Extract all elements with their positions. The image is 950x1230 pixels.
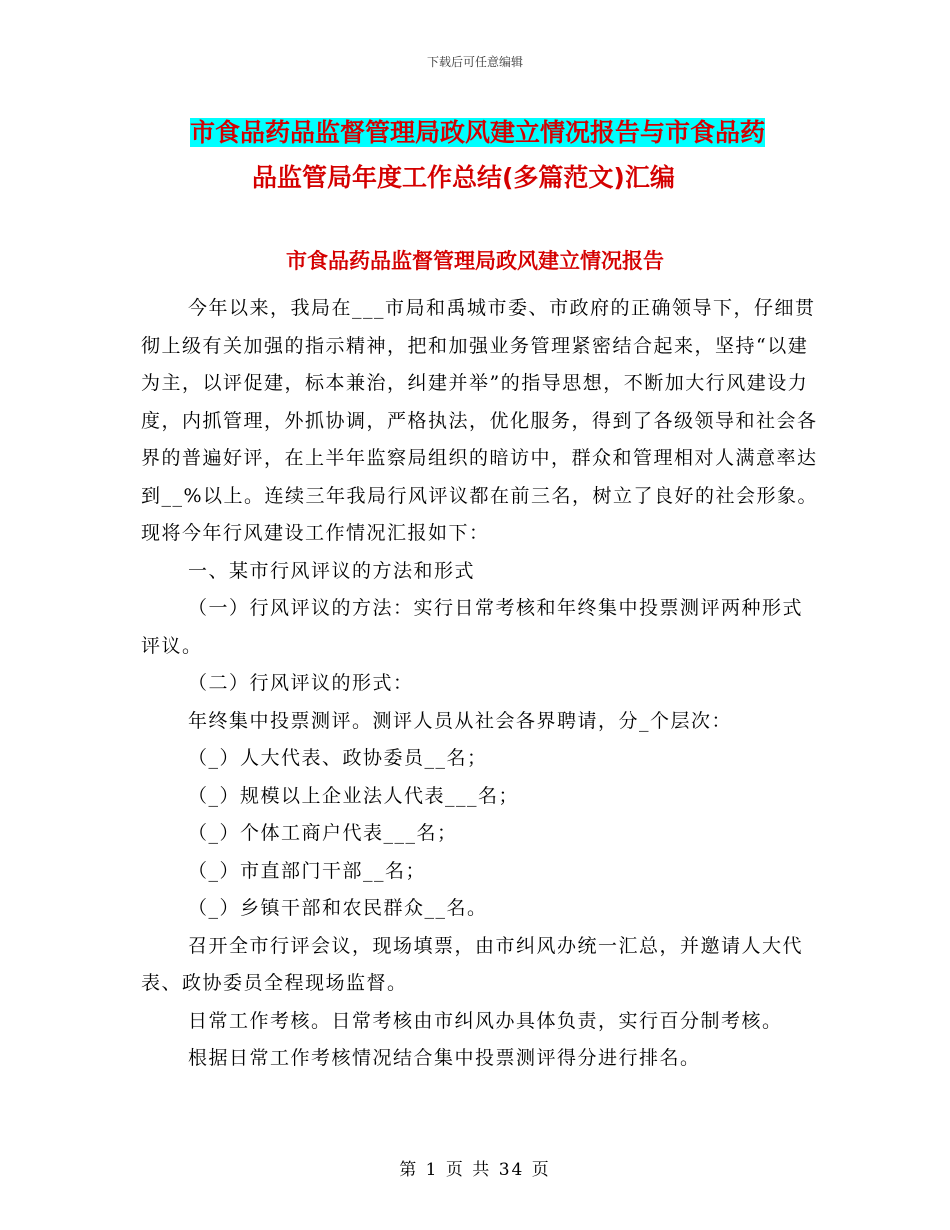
list-item: （_）市直部门干部__名； bbox=[188, 859, 427, 882]
document-title bbox=[190, 110, 810, 200]
list-item: （_）人大代表、政协委员__名； bbox=[188, 747, 488, 769]
header-note: 下载后可任意编辑 bbox=[426, 55, 523, 69]
paragraph-form-heading: （二）行风评议的形式： bbox=[188, 672, 414, 694]
document-title-line-1 bbox=[190, 110, 810, 155]
page-footer: 第 1 页 共 34 页 bbox=[399, 1160, 551, 1180]
document-body bbox=[141, 290, 821, 1078]
document-title-line-2: 品监管局年度工作总结(多篇范文)汇编 bbox=[252, 163, 675, 192]
section-title: 市食品药品监督管理局政风建立情况报告 bbox=[286, 249, 664, 273]
paragraph-heading-1: 一、某市行风评议的方法和形式 bbox=[188, 559, 476, 582]
paragraph-year-end-vote: 年终集中投票测评。测评人员从社会各界聘请，分_个层次： bbox=[188, 709, 733, 732]
list-item: （_）个体工商户代表___名； bbox=[188, 822, 458, 844]
paragraph-ranking: 根据日常工作考核情况结合集中投票测评得分进行排名。 bbox=[188, 1047, 701, 1069]
title-highlight: 市食品药品监督管理局政风建立情况报告与市食品药 bbox=[190, 118, 766, 147]
paragraph-method: （一）行风评议的方法：实行日常考核和年终集中投票测评两种形式评议。 bbox=[141, 597, 804, 657]
list-item: （_）规模以上企业法人代表___名； bbox=[188, 784, 520, 807]
paragraph-intro: 今年以来，我局在___市局和禹城市委、市政府的正确领导下，仔细贯彻上级有关加强的指示精神，把和加强业务管理紧密结合起来，坚持“以建为主，以评促建，标本兼治，纠建并举”的指导思想，不断加大行风建设力度，内抓管理，外抓协调，严格执法，优化服务，得到了各级领导和社会各界的普遍好评，在上半年监察局组织的暗访中，群众和管理相对人满意率达到__%以上。连续三年我局行风评议都在前三名，树立了良好的社会形象。现将今年行风建设工作情况汇报如下： bbox=[141, 297, 819, 544]
list-item: （_）乡镇干部和农民群众__名。 bbox=[188, 897, 488, 919]
paragraph-meeting: 召开全市行评会议，现场填票，由市纠风办统一汇总，并邀请人大代表、政协委员全程现场监督。 bbox=[141, 934, 804, 994]
paragraph-daily-review: 日常工作考核。日常考核由市纠风办具体负责，实行百分制考核。 bbox=[188, 1009, 783, 1032]
